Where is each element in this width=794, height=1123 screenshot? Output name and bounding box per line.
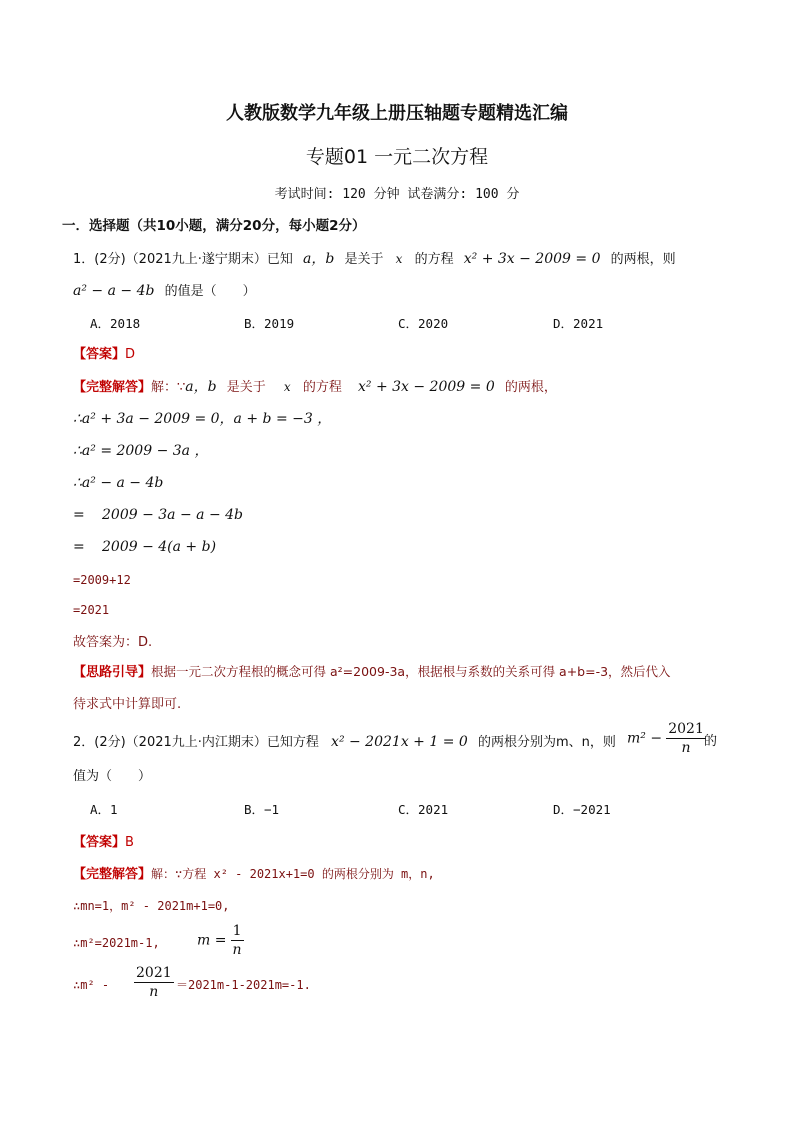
q2-equation: x² − 2021x + 1 = 0 — [331, 734, 468, 750]
q2-option-b: B．−1 — [244, 802, 280, 817]
q2-line3-den: n — [232, 942, 242, 958]
q2-roots-are: 的两根分别为m、n，则 — [477, 735, 616, 750]
q1-solution-line5-eq: = — [73, 507, 85, 523]
exam-info: 考试时间: 120 分钟 试卷满分: 100 分 — [274, 187, 520, 202]
q1-answer: D — [125, 347, 136, 362]
q1-conclusion: 故答案为：D. — [73, 635, 153, 650]
answer-tag: 【答案】 — [73, 347, 126, 362]
q1-option-b: B．2019 — [244, 316, 295, 331]
q2-answer-line — [73, 836, 134, 849]
q2-solution-line3: ∴m²=2021m-1, — [73, 936, 160, 950]
q2-m2: m² − — [627, 730, 663, 747]
solution-tag-2: 【完整解答】 — [73, 867, 152, 882]
q1-solution-line2: ∴a² + 3a − 2009 = 0，a + b = −3 ， — [73, 411, 332, 427]
q1-expr: a² − a − 4b — [73, 283, 155, 299]
q2-option-c: C．2021 — [398, 802, 449, 817]
q1-solution-line8: =2021 — [73, 603, 110, 617]
q2-line3-m: m = — [197, 932, 227, 949]
main-title: 人教版数学九年级上册压轴题专题精选汇编 — [226, 103, 568, 124]
q1-eq-of: 的方程 — [414, 252, 454, 267]
q1-equation: x² + 3x − 2009 = 0 — [463, 251, 601, 267]
q1-hint-line1 — [73, 666, 671, 679]
q1-solution-line1 — [73, 380, 557, 394]
q1-hint-text: 根据一元二次方程根的概念可得 a²=2009-3a，根据根与系数的关系可得 a+b=-3，然后代入 — [151, 664, 671, 679]
q2-line4-den: n — [149, 984, 159, 1000]
q1-solution-line5: 2009 − 3a − a − 4b — [102, 507, 243, 523]
q2-option-d: D．−2021 — [553, 802, 611, 817]
q1-prefix: 1．(2分)（2021九上·遂宁期末）已知 — [73, 252, 293, 267]
q1-sol-x: x — [283, 380, 291, 394]
q2-of: 的 — [704, 734, 718, 749]
q2-solution-m-eq — [197, 924, 244, 957]
q1-option-c: C．2020 — [398, 316, 449, 331]
q1-hint-line2: 待求式中计算即可. — [73, 697, 182, 712]
q2-expression — [627, 722, 706, 755]
q1-solution-line6-eq: = — [73, 539, 85, 555]
q1-sol-ab: a，b — [185, 379, 217, 395]
q1-sol-two-roots: 的两根， — [504, 380, 557, 395]
q2-line3-fraction — [231, 924, 244, 957]
q1-stem-line2 — [73, 284, 256, 298]
q2-answer: B — [125, 835, 134, 850]
sub-title: 专题01 一元二次方程 — [305, 146, 489, 168]
q2-value-is: 值为（ ） — [73, 769, 152, 784]
q1-solution-line6: 2009 − 4(a + b) — [102, 539, 217, 555]
q1-solution-line7: =2009+12 — [73, 573, 131, 587]
q2-line4-fraction — [134, 966, 174, 999]
q1-option-d: D．2021 — [553, 316, 604, 331]
q1-ab: a，b — [303, 251, 335, 267]
q2-solution-line4-b: ＝2021m-1-2021m=-1. — [176, 978, 311, 992]
q2-fraction — [666, 722, 706, 755]
q1-answer-line — [73, 348, 135, 361]
q1-x: x — [395, 252, 403, 266]
q1-solution-line3: ∴a² = 2009 − 3a ， — [73, 443, 209, 459]
q1-sol-equation: x² + 3x − 2009 = 0 — [357, 379, 495, 395]
section-heading: 一．选择题（共10小题，满分20分，每小题2分） — [62, 218, 366, 234]
q1-solution-line4: ∴a² − a − 4b — [73, 475, 164, 491]
q2-sol-text: 解：∵方程 x² - 2021x+1=0 的两根分别为 m，n, — [151, 867, 435, 881]
q2-solution-line4-a: ∴m² - — [73, 978, 110, 992]
q1-two-roots: 的两根，则 — [610, 252, 676, 267]
q2-option-a: A．1 — [90, 802, 118, 817]
q2-frac-num: 2021 — [668, 721, 704, 737]
q2-frac-den: n — [681, 740, 691, 756]
q2-solution-line2: ∴mn=1，m² - 2021m+1=0, — [73, 899, 230, 913]
solution-tag: 【完整解答】 — [73, 380, 152, 395]
q2-stem-line1 — [73, 735, 616, 749]
q1-option-a: A．2018 — [90, 316, 141, 331]
q1-about: 是关于 — [344, 252, 384, 267]
q1-sol-about: 是关于 — [226, 380, 266, 395]
hint-tag: 【思路引导】 — [73, 665, 152, 680]
q2-line3-num: 1 — [232, 923, 242, 939]
q1-sol-intro: 解：∵ — [151, 380, 186, 395]
q1-value-is: 的值是（ ） — [164, 284, 256, 299]
q1-sol-eq-of: 的方程 — [302, 380, 342, 395]
q1-stem-line1 — [73, 252, 676, 266]
q2-prefix: 2．(2分)（2021九上·内江期末）已知方程 — [73, 735, 319, 750]
answer-tag-2: 【答案】 — [73, 835, 126, 850]
q2-line4-num: 2021 — [136, 965, 172, 981]
q2-solution-line4-fraction — [134, 966, 174, 999]
q2-solution-line1 — [73, 868, 435, 881]
